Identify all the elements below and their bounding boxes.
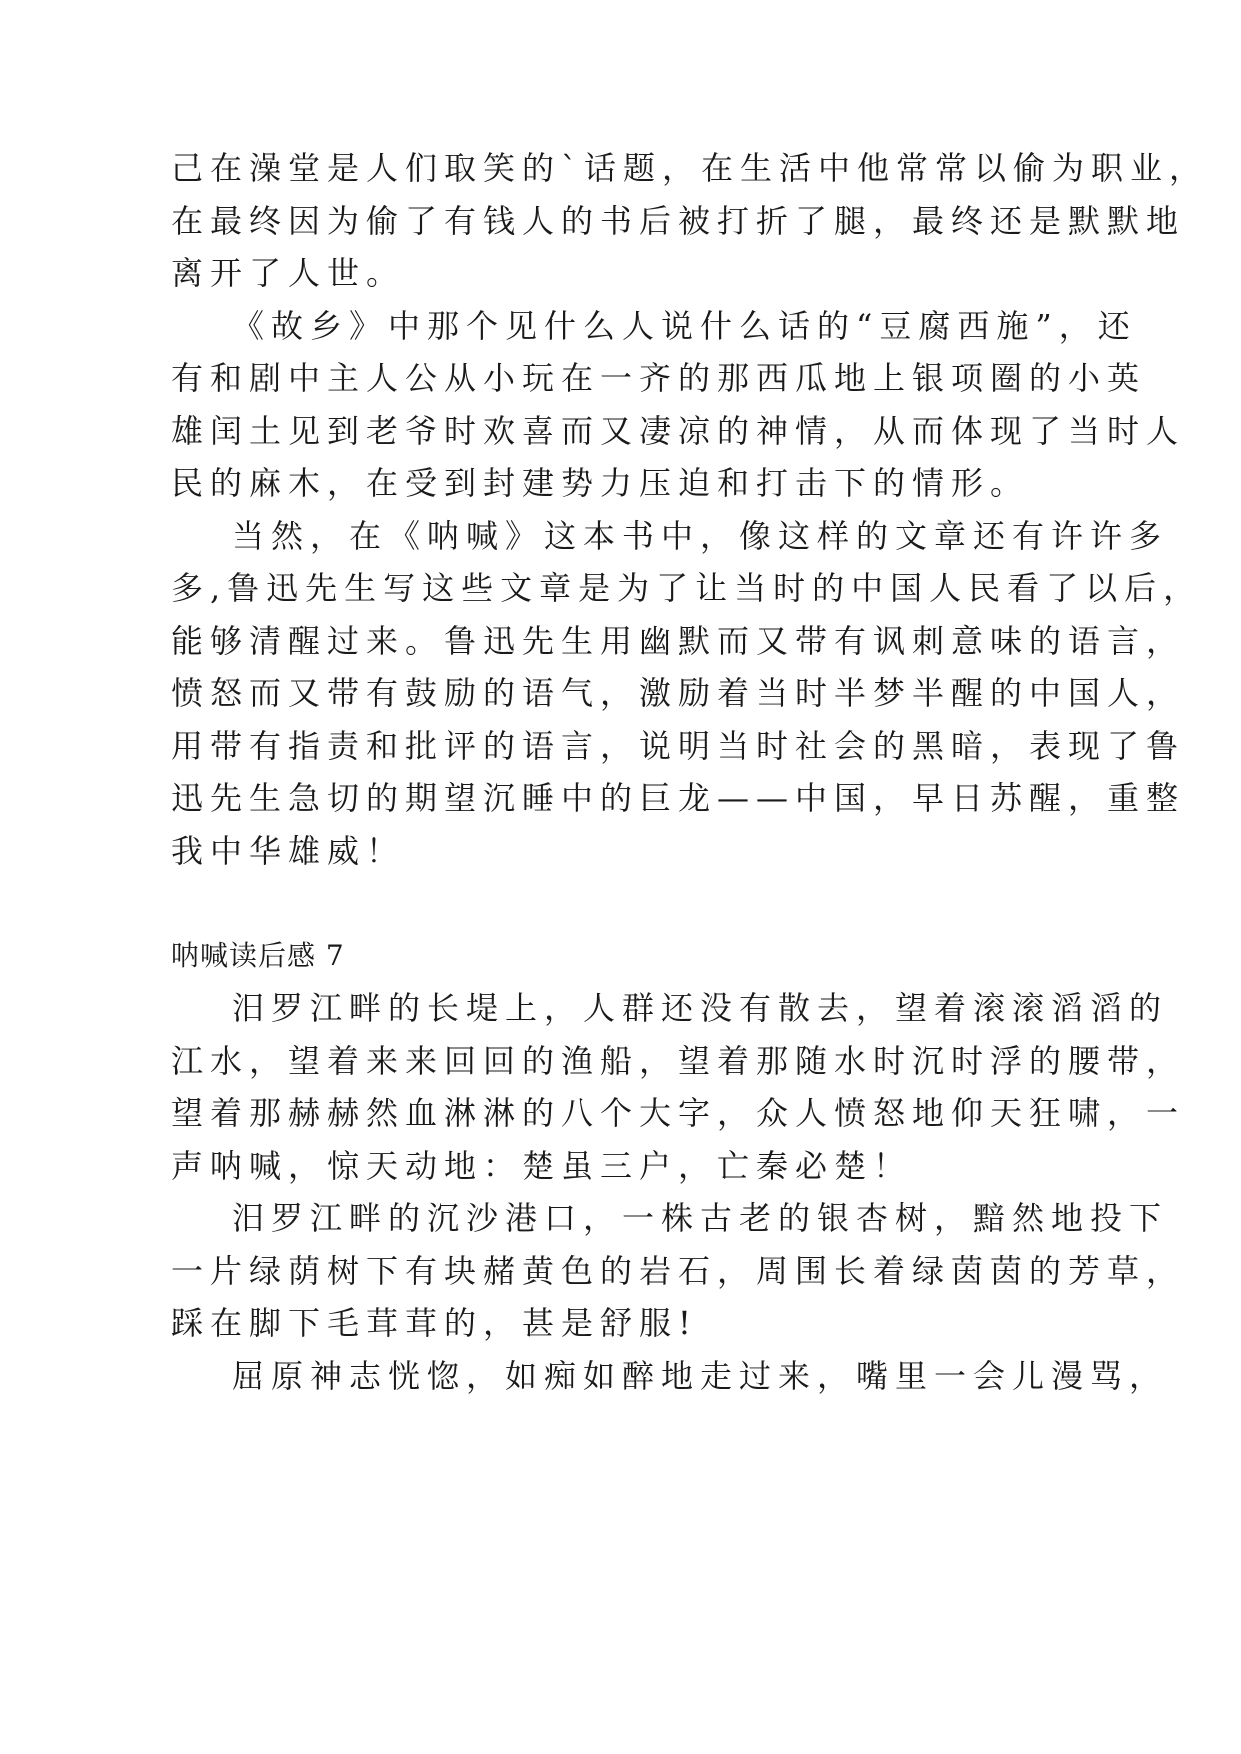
paragraph-line: 有和剧中主人公从小玩在一齐的那西瓜地上银项圈的小英 xyxy=(171,359,1147,397)
paragraph-line: 汨罗江畔的长堤上，人群还没有散去，望着滚滚滔滔的 xyxy=(232,989,1169,1027)
paragraph-line: 在最终因为偷了有钱人的书后被打折了腿，最终还是默默地 xyxy=(171,202,1186,240)
paragraph-line: 己在澡堂是人们取笑的`话题，在生活中他常常以偷为职业， xyxy=(171,149,1209,187)
paragraph-line: 多,鲁迅先生写这些文章是为了让当时的中国人民看了以后， xyxy=(171,569,1203,607)
paragraph-line: 用带有指责和批评的语言，说明当时社会的黑暗，表现了鲁 xyxy=(171,727,1186,765)
section-heading: 呐喊读后感 7 xyxy=(171,939,345,972)
paragraph-line: 民的麻木，在受到封建势力压迫和打击下的情形。 xyxy=(171,464,1030,502)
paragraph-line: 雄闰土见到老爷时欢喜而又凄凉的神情，从而体现了当时人 xyxy=(171,412,1186,450)
paragraph-line: 一片绿荫树下有块赭黄色的岩石，周围长着绿茵茵的芳草， xyxy=(171,1252,1186,1290)
paragraph-line: 屈原神志恍惚，如痴如醉地走过来，嘴里一会儿漫骂， xyxy=(232,1357,1169,1395)
paragraph-line: 能够清醒过来。鲁迅先生用幽默而又带有讽刺意味的语言， xyxy=(171,622,1186,660)
paragraph-line: 踩在脚下毛茸茸的，甚是舒服! xyxy=(171,1304,698,1342)
paragraph-line: 声呐喊，惊天动地：楚虽三户，亡秦必楚！ xyxy=(171,1147,913,1185)
paragraph-line: 《故乡》中那个见什么人说什么话的“豆腐西施”，还 xyxy=(232,307,1137,345)
paragraph-line: 当然，在《呐喊》这本书中，像这样的文章还有许许多 xyxy=(232,517,1169,555)
paragraph-line: 愤怒而又带有鼓励的语气，激励着当时半梦半醒的中国人， xyxy=(171,674,1186,712)
paragraph-line: 离开了人世。 xyxy=(171,254,406,292)
paragraph-line: 我中华雄威！ xyxy=(171,832,406,870)
paragraph-line: 迅先生急切的期望沉睡中的巨龙——中国，早日苏醒，重整 xyxy=(171,779,1186,817)
paragraph-line: 汨罗江畔的沉沙港口，一株古老的银杏树，黯然地投下 xyxy=(232,1199,1169,1237)
paragraph-line: 江水，望着来来回回的渔船，望着那随水时沉时浮的腰带， xyxy=(171,1042,1186,1080)
paragraph-line: 望着那赫赫然血淋淋的八个大字，众人愤怒地仰天狂啸，一 xyxy=(171,1094,1186,1132)
